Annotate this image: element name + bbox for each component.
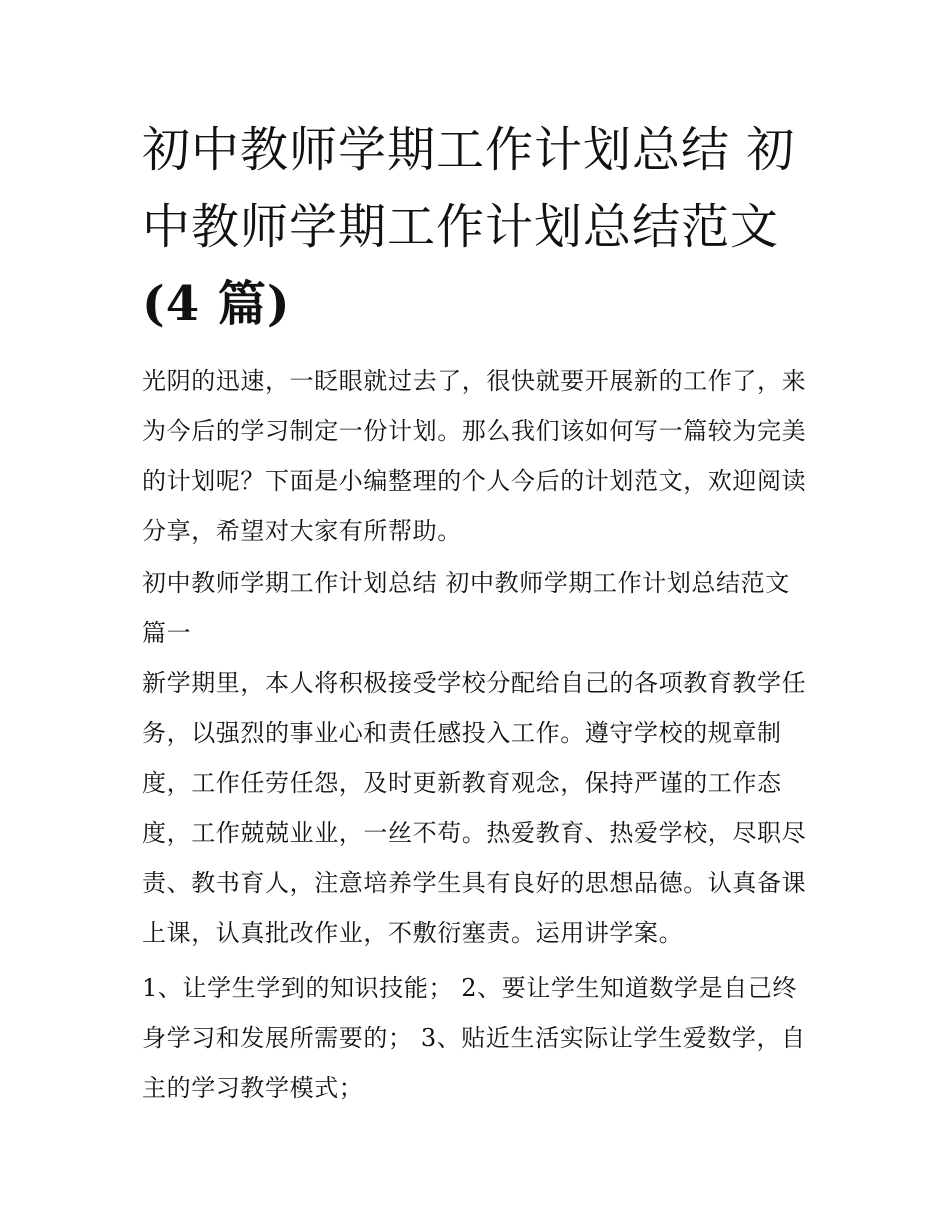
text-line: 1、让学生学到的知识技能； 2、要让学生知道数学是自己终 [142, 974, 797, 1002]
text-line: 务，以强烈的事业心和责任感投入工作。遵守学校的规章制 [142, 719, 782, 747]
body-paragraph [142, 658, 822, 958]
text-line: 度，工作兢兢业业，一丝不苟。热爱教育、热爱学校，尽职尽 [142, 819, 807, 847]
text-line: 光阴的迅速，一眨眼就过去了，很快就要开展新的工作了，来 [142, 367, 807, 395]
text-line: 度，工作任劳任怨，及时更新教育观念，保持严谨的工作态 [142, 769, 782, 797]
text-line: 责、教书育人，注意培养学生具有良好的思想品德。认真备课 [142, 869, 807, 897]
document-title [142, 112, 822, 343]
title-line-3: (4 篇) [142, 276, 291, 332]
text-line: 主的学习教学模式； [142, 1074, 364, 1102]
text-line: 上课，认真批改作业，不敷衍塞责。运用讲学案。 [142, 919, 684, 947]
intro-paragraph [142, 356, 822, 556]
text-line: 初中教师学期工作计划总结 初中教师学期工作计划总结范文 [142, 569, 790, 597]
text-line: 身学习和发展所需要的； 3、贴近生活实际让学生爱数学，自 [142, 1024, 806, 1052]
text-line: 分享，希望对大家有所帮助。 [142, 517, 462, 545]
text-line: 为今后的学习制定一份计划。那么我们该如何写一篇较为完美 [142, 417, 807, 445]
text-line: 的计划呢？下面是小编整理的个人今后的计划范文，欢迎阅读 [142, 467, 807, 495]
numbered-paragraph [142, 963, 822, 1113]
title-line-2: 中教师学期工作计划总结范文 [142, 199, 780, 255]
title-line-1: 初中教师学期工作计划总结 初 [142, 122, 796, 178]
text-line: 篇一 [142, 619, 192, 647]
section-heading [142, 558, 822, 658]
text-line: 新学期里，本人将积极接受学校分配给自己的各项教育教学任 [142, 669, 807, 697]
